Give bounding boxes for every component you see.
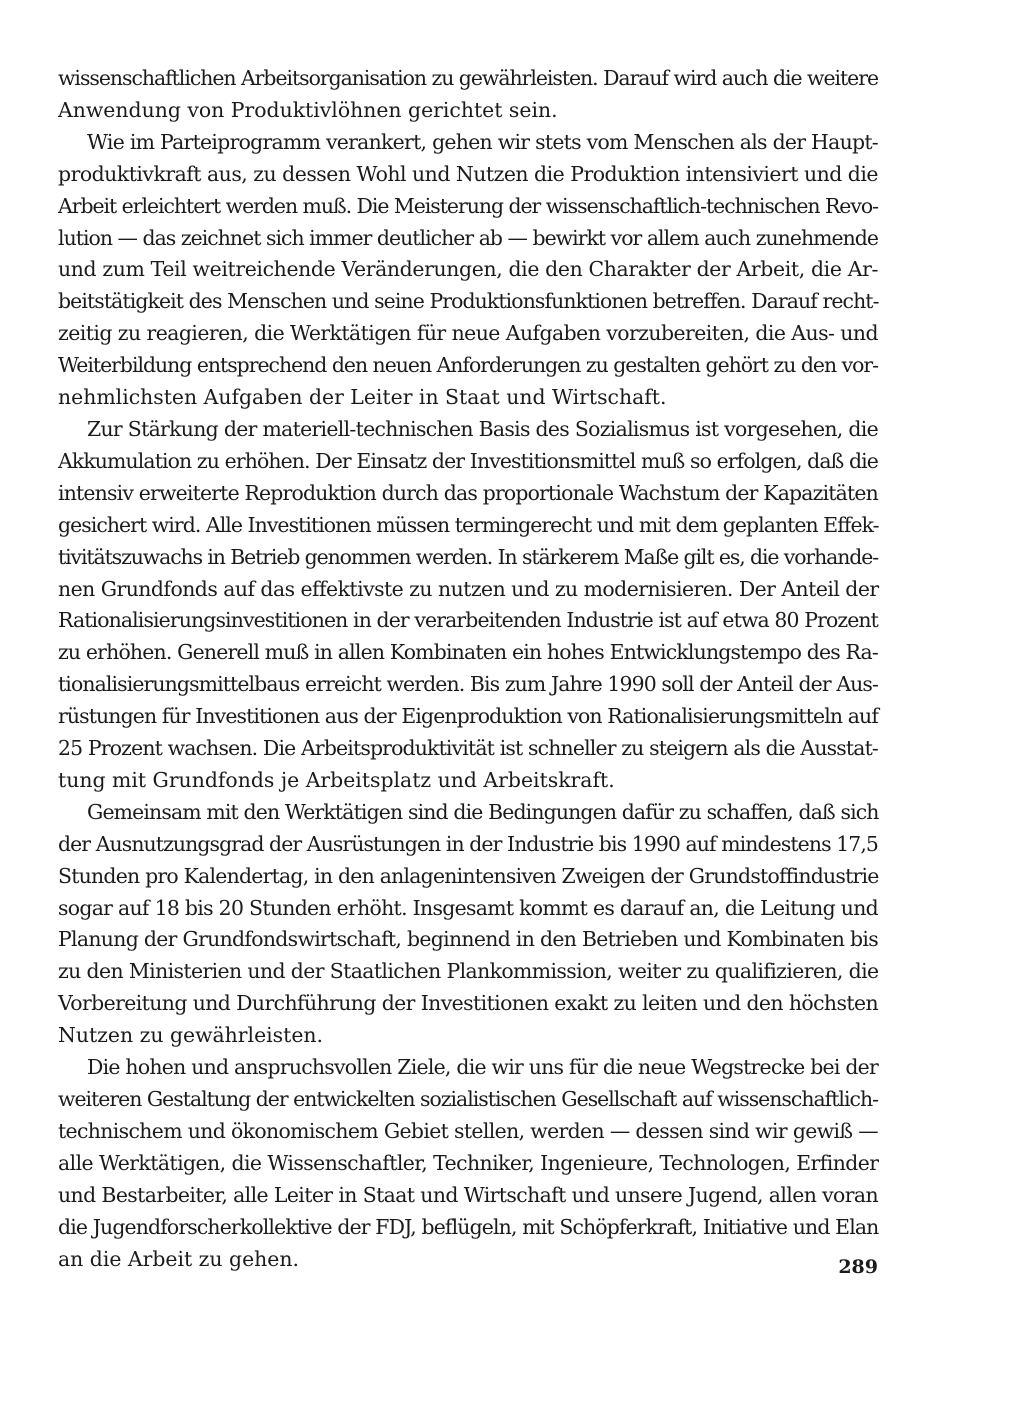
page-number: 289 — [838, 1256, 878, 1278]
text-line: gesichert wird. Alle Investitionen müssen termingerecht und mit dem geplanten Effek- — [58, 512, 879, 537]
text-line: intensiv erweiterte Reproduktion durch das proportionale Wachstum der Kapazitäten — [58, 480, 878, 505]
text-line: Vorbereitung und Durchführung der Investitionen exakt zu leiten und den höchsten — [58, 991, 878, 1016]
text-line: lution — das zeichnet sich immer deutlicher ab — bewirkt vor allem auch zunehmende — [58, 225, 878, 250]
text-line: technischem und ökonomischem Gebiet stellen, werden — dessen sind wir gewiß — — [58, 1118, 878, 1143]
text-line: zeitig zu reagieren, die Werktätigen für neue Aufgaben vorzubereiten, die Aus- und — [58, 321, 878, 346]
text-line: Planung der Grundfondswirtschaft, beginnend in den Betrieben und Kombinaten bis — [58, 927, 878, 952]
text-line: Weiterbildung entsprechend den neuen Anforderungen zu gestalten gehört zu den vor- — [58, 353, 878, 378]
text-line: Rationalisierungsinvestitionen in der verarbeitenden Industrie ist auf etwa 80 Prozent — [58, 608, 878, 633]
text-line: Nutzen zu gewährleisten. — [58, 1023, 324, 1048]
text-line: Zur Stärkung der materiell-technischen Basis des Sozialismus ist vorgesehen, die — [87, 416, 878, 441]
text-line: nen Grundfonds auf das effektivste zu nutzen und zu modernisieren. Der Anteil der — [58, 576, 879, 601]
text-line: rüstungen für Investitionen aus der Eigenproduktion von Rationalisierungsmitteln auf — [58, 704, 878, 729]
text-line: die Jugendforscherkollektive der FDJ, beflügeln, mit Schöpferkraft, Initiative und Elan — [58, 1214, 879, 1239]
text-line: zu erhöhen. Generell muß in allen Kombinaten ein hohes Entwicklungstempo des Ra- — [58, 640, 878, 665]
text-line: 25 Prozent wachsen. Die Arbeitsproduktivität ist schneller zu steigern als die Ausstat- — [58, 736, 878, 761]
text-line: Stunden pro Kalendertag, in den anlagenintensiven Zweigen der Grundstoffindustrie — [58, 863, 879, 888]
text-line: tivitätszuwachs in Betrieb genommen werden. In stärkerem Maße gilt es, die vorhande- — [58, 544, 878, 569]
text-line: produktivkraft aus, zu dessen Wohl und Nutzen die Produktion intensiviert und die — [58, 161, 878, 186]
text-line: der Ausnutzungsgrad der Ausrüstungen in der Industrie bis 1990 auf mindestens 17,5 — [58, 831, 878, 856]
text-line: Wie im Parteiprogramm verankert, gehen wir stets vom Menschen als der Haupt- — [87, 129, 878, 154]
text-line: weiteren Gestaltung der entwickelten sozialistischen Gesellschaft auf wissenschaftlich- — [58, 1087, 878, 1111]
text-line: sogar auf 18 bis 20 Stunden erhöht. Insgesamt kommt es darauf an, die Leitung und — [58, 895, 878, 920]
text-line: Gemeinsam mit den Werktätigen sind die Bedingungen dafür zu schaffen, daß sich — [87, 799, 879, 824]
text-line: und zum Teil weitreichende Veränderungen, die den Charakter der Arbeit, die Ar- — [58, 257, 878, 282]
text-line: zu den Ministerien und der Staatlichen Plankommission, weiter zu qualifizieren, die — [58, 959, 879, 984]
text-line: nehmlichsten Aufgaben der Leiter in Staat und Wirtschaft. — [58, 385, 667, 410]
text-line: wissenschaftlichen Arbeitsorganisation zu gewährleisten. Darauf wird auch die weitere — [58, 66, 878, 90]
paragraph-4 — [58, 797, 878, 1052]
text-line: Anwendung von Produktivlöhnen gerichtet sein. — [58, 97, 558, 122]
text-line: tionalisierungsmittelbaus erreicht werden. Bis zum Jahre 1990 soll der Anteil der Aus- — [58, 672, 878, 697]
text-line: und Bestarbeiter, alle Leiter in Staat und Wirtschaft und unsere Jugend, allen voran — [58, 1182, 878, 1207]
text-line: beitstätigkeit des Menschen und seine Produktionsfunktionen betreffen. Darauf recht- — [58, 289, 879, 314]
body-text — [58, 63, 878, 1275]
paragraph-2 — [58, 127, 878, 414]
text-line: tung mit Grundfonds je Arbeitsplatz und Arbeitskraft. — [58, 767, 615, 792]
text-line: Arbeit erleichtert werden muß. Die Meisterung der wissenschaftlich-technischen Revo- — [58, 193, 878, 218]
text-line: Akkumulation zu erhöhen. Der Einsatz der Investitionsmittel muß so erfolgen, daß die — [58, 448, 878, 473]
text-line: an die Arbeit zu gehen. — [58, 1246, 299, 1271]
paragraph-3 — [58, 414, 878, 797]
text-line: alle Werktätigen, die Wissenschaftler, Techniker, Ingenieure, Technologen, Erfinder — [58, 1150, 879, 1175]
text-line: Die hohen und anspruchsvollen Ziele, die wir uns für die neue Wegstrecke bei der — [87, 1055, 878, 1080]
paragraph-5 — [58, 1052, 878, 1275]
paragraph-1 — [58, 63, 878, 127]
